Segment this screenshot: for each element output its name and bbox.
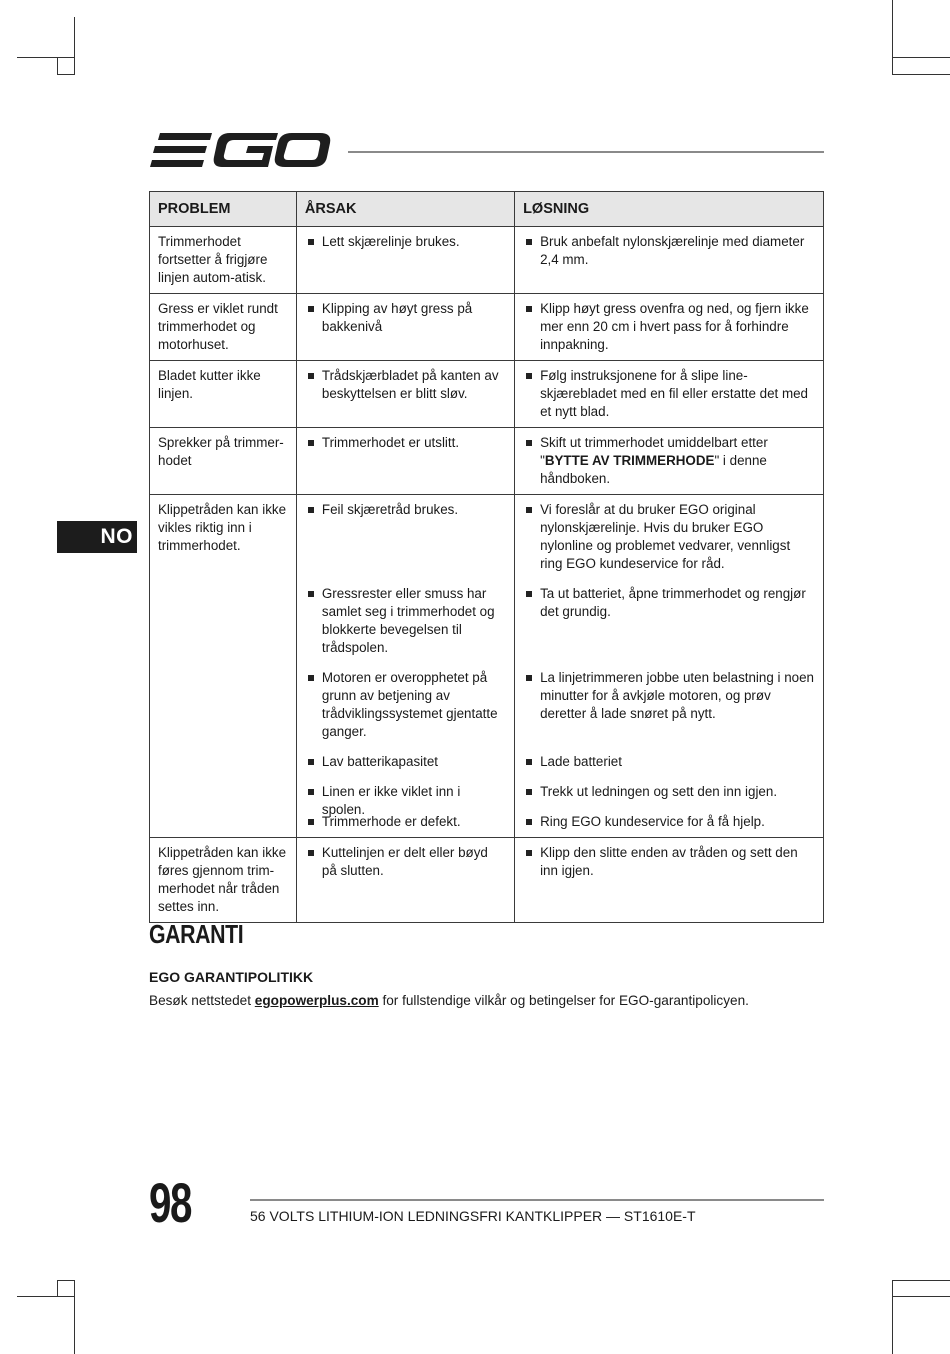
table-row [150, 495, 824, 838]
solution-cell [515, 361, 824, 428]
table-row [150, 294, 824, 361]
column-header-cause: ÅRSAK [296, 192, 514, 227]
warranty-website-link[interactable]: egopowerplus.com [254, 993, 379, 1008]
solution-item: Klipp den slitte enden av tråden og sett den inn igjen. [523, 844, 815, 880]
table-row [150, 428, 824, 495]
cause-item: Trimmerhodet er utslitt. [305, 434, 506, 452]
cause-cell [296, 495, 514, 838]
footer-product-title: 56 VOLTS LITHIUM-ION LEDNINGSFRI KANTKLIPPER — ST1610E-T [250, 1208, 696, 1224]
crop-mark [892, 74, 950, 75]
cause-cell [296, 361, 514, 428]
cause-item: Lett skjærelinje brukes. [305, 233, 506, 251]
crop-mark [57, 74, 75, 75]
cause-item: Feil skjæretråd brukes. [305, 501, 506, 573]
crop-mark [892, 1280, 950, 1281]
column-header-solution: LØSNING [515, 192, 824, 227]
warranty-policy-text: Besøk nettstedet egopowerplus.com for fullstendige vilkår og betingelser for EGO-garantipolicyen. [149, 993, 749, 1008]
solution-item: Trekk ut ledningen og sett den inn igjen. [523, 783, 815, 801]
header-rule [348, 151, 824, 153]
cause-item: Klipping av høyt gress på bakkenivå [305, 300, 506, 336]
cause-cell [296, 428, 514, 495]
footer-rule [250, 1199, 824, 1201]
solution-item: Lade batteriet [523, 753, 815, 771]
column-header-problem: PROBLEM [150, 192, 297, 227]
page-number: 98 [149, 1171, 191, 1234]
solution-item: Skift ut trimmerhodet umiddelbart etter "BYTTE AV TRIMMERHODE" i denne håndboken. [523, 434, 815, 488]
crop-mark [892, 1296, 950, 1297]
solution-item: Følg instruksjonene for å slipe line-skjærebladet med en fil eller erstatte det med et nytt blad. [523, 367, 815, 421]
table-row [150, 361, 824, 428]
crop-mark [57, 1280, 58, 1297]
solution-cell [515, 495, 824, 838]
cause-item: Trimmerhode er defekt. [305, 813, 506, 831]
table-row [150, 838, 824, 923]
ego-logo [150, 128, 332, 172]
troubleshooting-table [149, 191, 824, 923]
crop-mark [892, 0, 893, 74]
solution-item: La linjetrimmeren jobbe uten belastning i noen minutter for å avkjøle motoren, og prøv deretter å lade snøret på nytt. [523, 669, 815, 741]
manual-section-ref: BYTTE AV TRIMMERHODE [544, 453, 715, 468]
crop-mark [17, 1296, 74, 1297]
problem-cell: Klippetråden kan ikke vikles riktig inn i trimmerhodet. [150, 495, 297, 838]
problem-cell: Bladet kutter ikke linjen. [150, 361, 297, 428]
solution-item: Bruk anbefalt nylonskjærelinje med diameter 2,4 mm. [523, 233, 815, 269]
cause-item: Lav batterikapasitet [305, 753, 506, 771]
problem-cell: Trimmerhodet fortsetter å frigjøre linjen autom-atisk. [150, 227, 297, 294]
solution-cell [515, 227, 824, 294]
solution-cell [515, 428, 824, 495]
solution-item: Ring EGO kundeservice for å få hjelp. [523, 813, 815, 831]
crop-mark [74, 1280, 75, 1354]
cause-item: Linen er ikke viklet inn i spolen. [305, 783, 506, 801]
table-row [150, 227, 824, 294]
solution-cell [515, 294, 824, 361]
section-title-warranty: GARANTI [149, 919, 244, 949]
cause-item: Gressrester eller smuss har samlet seg i trimmerhodet og blokkerte bevegelsen til trådspolen. [305, 585, 506, 657]
language-tab: NO [57, 521, 137, 553]
solution-cell [515, 838, 824, 923]
crop-mark [892, 1280, 893, 1354]
crop-mark [74, 17, 75, 74]
crop-mark [57, 1280, 75, 1281]
problem-cell: Sprekker på trimmer-hodet [150, 428, 297, 495]
solution-item: Ta ut batteriet, åpne trimmerhodet og rengjør det grundig. [523, 585, 815, 657]
cause-item: Motoren er overopphetet på grunn av betjening av trådviklingssystemet gjentatte ganger. [305, 669, 506, 741]
crop-mark [57, 57, 58, 75]
problem-cell: Gress er viklet rundt trimmerhodet og motorhuset. [150, 294, 297, 361]
cause-item: Kuttelinjen er delt eller bøyd på slutten. [305, 844, 506, 880]
problem-cell: Klippetråden kan ikke føres gjennom trim-merhodet når tråden settes inn. [150, 838, 297, 923]
solution-item: Vi foreslår at du bruker EGO original nylonskjærelinje. Hvis du bruker EGO nylonline og problemet vedvarer, vennligst ring EGO kundeservice for råd. [523, 501, 815, 573]
cause-cell [296, 838, 514, 923]
cause-cell [296, 227, 514, 294]
crop-mark [17, 57, 74, 58]
crop-mark [892, 57, 950, 58]
warranty-policy-heading: EGO GARANTIPOLITIKK [149, 969, 314, 985]
cause-item: Trådskjærbladet på kanten av beskyttelsen er blitt sløv. [305, 367, 506, 403]
table-header-row [150, 192, 824, 227]
cause-cell [296, 294, 514, 361]
solution-item: Klipp høyt gress ovenfra og ned, og fjern ikke mer enn 20 cm i hvert pass for å forhindre innpakning. [523, 300, 815, 354]
